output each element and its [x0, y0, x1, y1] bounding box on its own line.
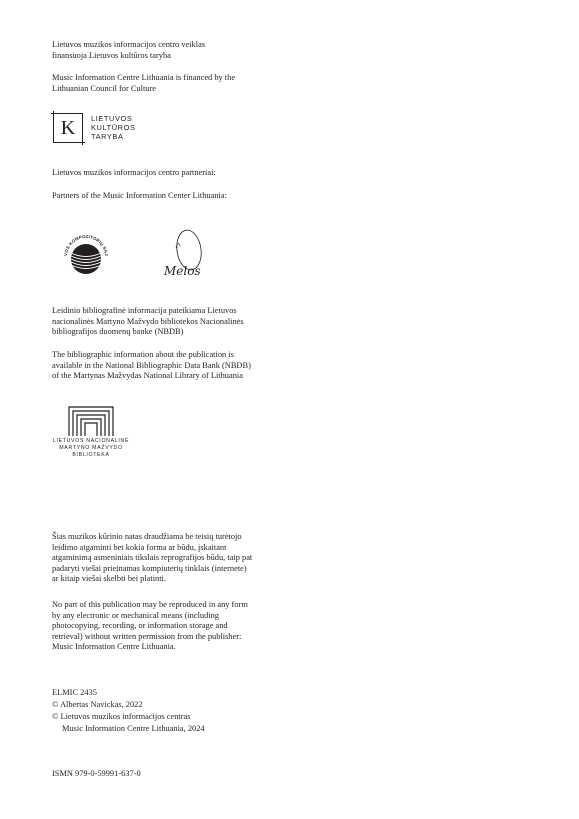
lithuanian-council-for-culture-logo	[51, 111, 161, 149]
melos-signature-icon	[162, 226, 216, 282]
catalog-number: ELMIC 2435	[52, 688, 97, 697]
library-building-icon	[48, 405, 134, 437]
copyright-notice-en: No part of this publication may be reproduced in any form by any electronic or mechanical means (including photocopying, recording, or information storage and retrieval) without written permission from the publisher: Music Information Centre Lithuania.	[52, 600, 248, 652]
funding-statement-lt: Lietuvos muzikos informacijos centro veiklas finansuoja Lietuvos kultūros taryba	[52, 40, 206, 60]
composers-union-logo	[62, 230, 110, 278]
council-logo-text: LIETUVOS KULTŪROS TARYBA	[91, 114, 136, 142]
copyright-notice-lt: Šias muzikos kūrinio natas draudžiama be teisių turėtojo leidimo atgaminti bet kokia forma ar būdu, įskaitant atgaminimą asmeniniais tikslais reprografijos būdu, taip pat padaryti viešai prieinamas kompiuterių tinklais (internete) ar kitaip viešai skelbti bei platinti.	[52, 532, 253, 584]
melos-signature: Melos	[164, 264, 201, 278]
bibliographic-info-en: The bibliographic information about the publication is available in the National Bibliographic Data Bank (NBDB) of the Martynas Mažvydas National Library of Lithuania	[52, 350, 251, 381]
partners-heading-lt: Lietuvos muzikos informacijos centro partneriai:	[52, 168, 216, 177]
library-logo-text: LIETUVOS NACIONALINĖ MARTYNO MAŽVYDO BIBLIOTEKA	[52, 438, 130, 458]
partners-heading-en: Partners of the Music Information Center Lithuania:	[52, 191, 227, 200]
ismn: ISMN 979-0-59991-637-0	[52, 769, 141, 778]
composers-union-emblem-icon	[62, 230, 110, 278]
council-logo-letter: K	[60, 117, 76, 139]
publisher-copyright: © Lietuvos muzikos informacijos centras	[52, 712, 191, 721]
funding-statement-en: Music Information Centre Lithuania is financed by the Lithuanian Council for Culture	[52, 73, 236, 93]
national-library-logo	[48, 405, 134, 463]
composers-union-text: VOS KOMPOZITORIŲ SĄJ	[62, 233, 109, 257]
publisher-copyright-en: Music Information Centre Lithuania, 2024	[62, 724, 205, 733]
melos-logo	[162, 226, 216, 282]
author-copyright: © Albertas Navickas, 2022	[52, 700, 143, 709]
bibliographic-info-lt: Leidinio bibliografinė informacija pateikiama Lietuvos nacionalinės Martyno Mažvydo bibliotekos Nacionalinės bibliografijos duomenų banke (NBDB)	[52, 306, 244, 337]
